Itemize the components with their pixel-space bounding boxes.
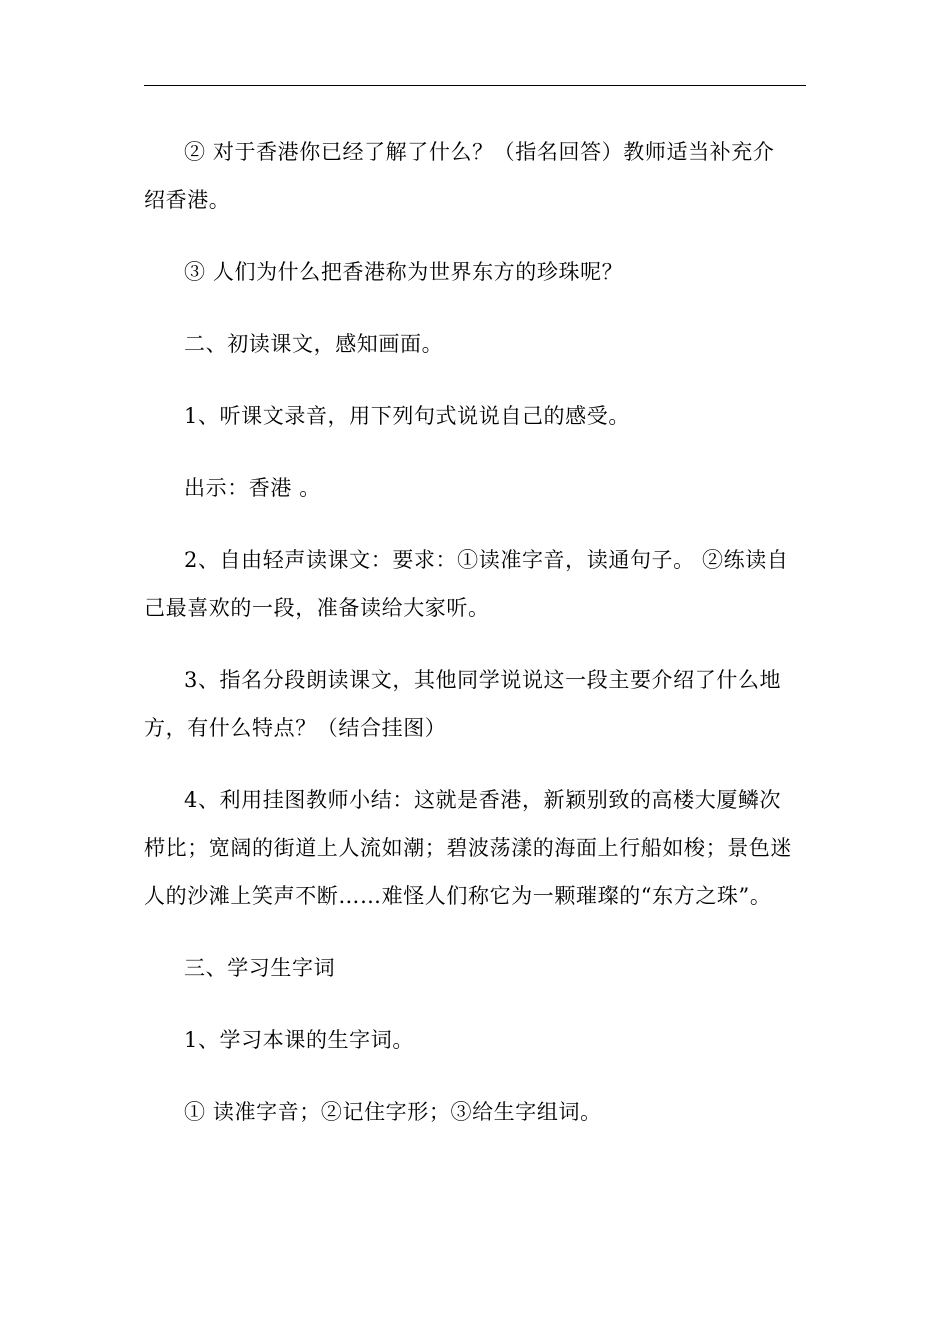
- paragraph-question-2: ② 对于香港你已经了解了什么？（指名回答）教师适当补充介绍香港。: [144, 140, 775, 212]
- paragraph-show: 出示：香港 。: [184, 476, 321, 500]
- section-heading-3: 三、学习生字词: [184, 956, 336, 980]
- section-heading-2: 二、初读课文，感知画面。: [184, 332, 444, 356]
- header-rule: [144, 85, 806, 86]
- paragraph-step-2: 2、自由轻声读课文：要求：①读准字音，读通句子。 ②练读自己最喜欢的一段，准备读给大家听。: [144, 548, 789, 620]
- paragraph-learn-items: ① 读准字音；②记住字形；③给生字组词。: [184, 1100, 602, 1124]
- paragraph-question-3: ③ 人们为什么把香港称为世界东方的珍珠呢？: [184, 260, 624, 284]
- paragraph-step-3: 3、指名分段朗读课文，其他同学说说这一段主要介绍了什么地方，有什么特点？（结合挂图）: [144, 668, 782, 740]
- paragraph-step-4: 4、利用挂图教师小结：这就是香港，新颖别致的高楼大厦鳞次栉比；宽阔的街道上人流如潮；碧波荡漾的海面上行船如梭；景色迷人的沙滩上笑声不断……难怪人们称它为一颗璀璨的“东方之珠”。: [144, 788, 792, 908]
- paragraph-step-1: 1、听课文录音，用下列句式说说自己的感受。: [184, 404, 630, 428]
- paragraph-learn-1: 1、学习本课的生字词。: [184, 1028, 414, 1052]
- document-body: [144, 128, 794, 1160]
